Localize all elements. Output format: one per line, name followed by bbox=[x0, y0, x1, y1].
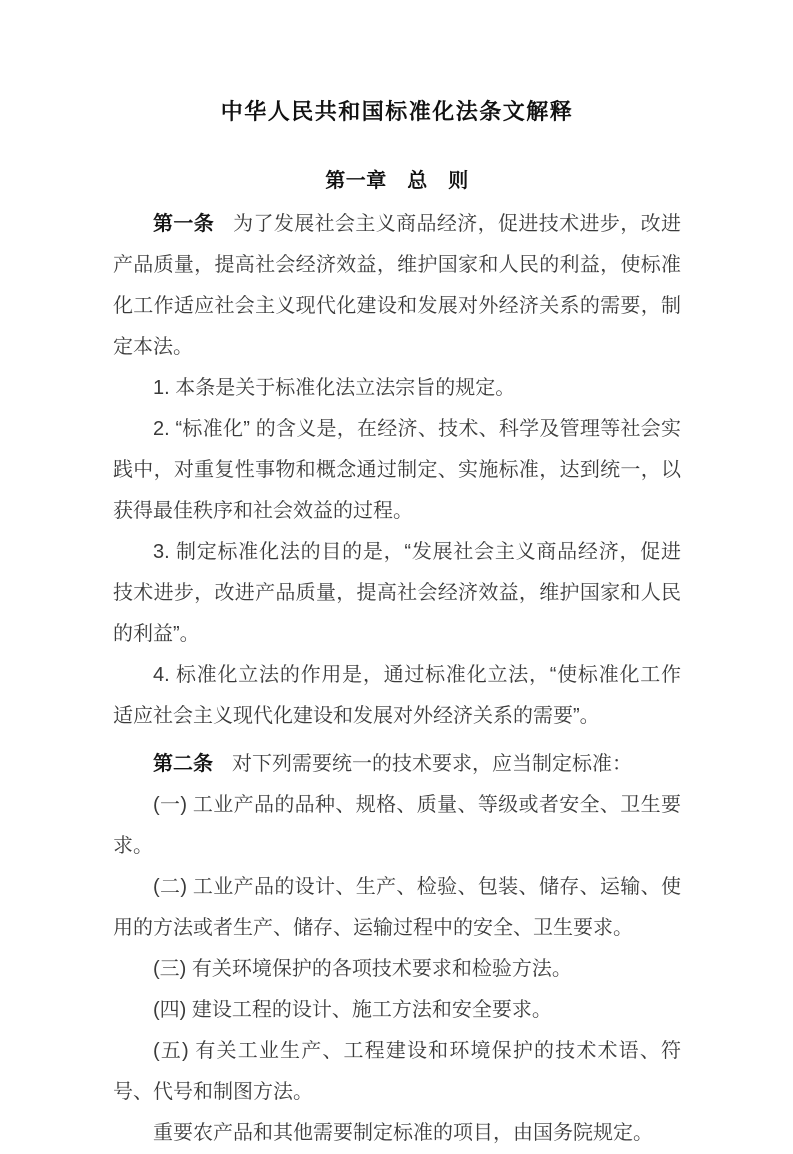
paragraph-text: 为了发展社会主义商品经济，促进技术进步，改进产品质量，提高社会经济效益，维护国家和人民的利益，使标准化工作适应社会主义现代化建设和发展对外经济关系的需要，制定本法。 bbox=[113, 213, 681, 358]
paragraph-point-1 bbox=[113, 368, 681, 409]
paragraph-item-3 bbox=[113, 949, 681, 990]
paragraph-text: 4. 标准化立法的作用是，通过标准化立法，“使标准化工作适应社会主义现代化建设和发展对外经济关系的需要”。 bbox=[113, 664, 681, 727]
document-body bbox=[113, 204, 681, 1154]
paragraph-text: (五) 有关工业生产、工程建设和环境保护的技术术语、符号、代号和制图方法。 bbox=[113, 1040, 681, 1103]
paragraph-text: (二) 工业产品的设计、生产、检验、包装、储存、运输、使用的方法或者生产、储存、运输过程中的安全、卫生要求。 bbox=[113, 876, 681, 939]
article-number: 第一条 bbox=[153, 213, 215, 235]
paragraph-text: 重要农产品和其他需要制定标准的项目，由国务院规定。 bbox=[153, 1122, 653, 1144]
paragraph-text: 1. 本条是关于标准化法立法宗旨的规定。 bbox=[153, 377, 516, 399]
paragraph-item-5 bbox=[113, 1031, 681, 1113]
chapter-heading: 第一章 总 则 bbox=[325, 170, 469, 192]
paragraph-item-1 bbox=[113, 785, 681, 867]
document-content bbox=[113, 0, 681, 1154]
paragraph-text: 对下列需要统一的技术要求，应当制定标准： bbox=[232, 753, 632, 775]
paragraph-closing bbox=[113, 1113, 681, 1154]
paragraph-point-3 bbox=[113, 532, 681, 655]
paragraph-item-2 bbox=[113, 867, 681, 949]
paragraph-text: (一) 工业产品的品种、规格、质量、等级或者安全、卫生要求。 bbox=[113, 794, 681, 857]
paragraph-point-2 bbox=[113, 409, 681, 532]
paragraph-article-2 bbox=[113, 744, 681, 785]
paragraph-text: 3. 制定标准化法的目的是，“发展社会主义商品经济，促进技术进步，改进产品质量，提高社会经济效益，维护国家和人民的利益”。 bbox=[113, 541, 681, 645]
paragraph-text: (三) 有关环境保护的各项技术要求和检验方法。 bbox=[153, 958, 572, 980]
paragraph-article-1 bbox=[113, 204, 681, 368]
paragraph-item-4 bbox=[113, 990, 681, 1031]
paragraph-text: (四) 建设工程的设计、施工方法和安全要求。 bbox=[153, 999, 552, 1021]
document-title: 中华人民共和国标准化法条文解释 bbox=[220, 99, 574, 124]
paragraph-point-4 bbox=[113, 655, 681, 737]
paragraph-text: 2. “标准化” 的含义是，在经济、技术、科学及管理等社会实践中，对重复性事物和概念通过制定、实施标准，达到统一，以获得最佳秩序和社会效益的过程。 bbox=[113, 418, 681, 522]
article-number: 第二条 bbox=[153, 753, 213, 775]
